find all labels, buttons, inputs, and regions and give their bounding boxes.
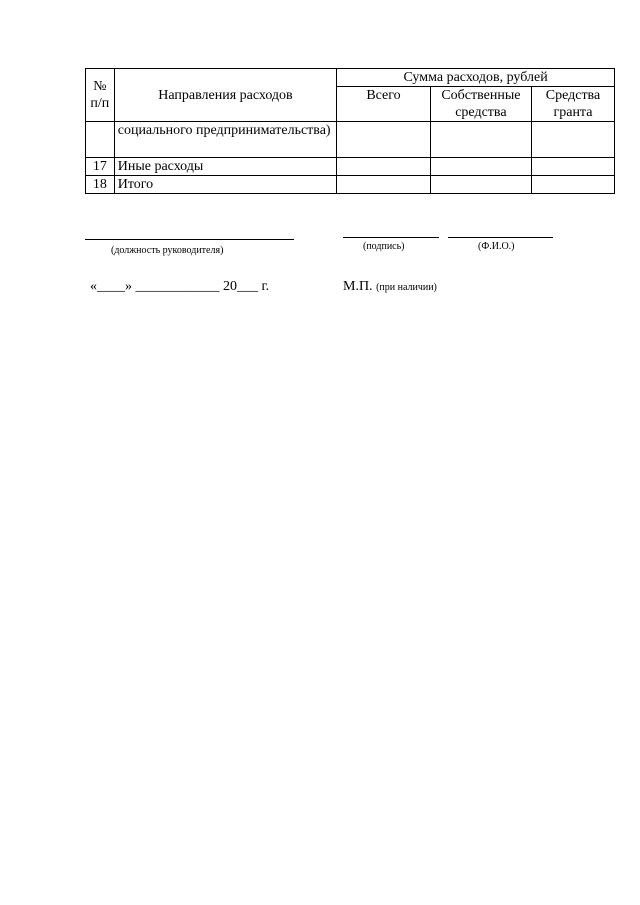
- table-row: [86, 176, 615, 194]
- row-own-funds: [430, 122, 531, 158]
- date-line: «____» ____________ 20___ г.: [90, 279, 270, 294]
- expenses-table: [85, 68, 615, 194]
- header-total: Всего: [337, 87, 431, 122]
- position-signature-line: [85, 239, 294, 240]
- row-total: [337, 158, 431, 176]
- row-own-funds: [430, 158, 531, 176]
- row-number: 18: [86, 176, 115, 194]
- row-own-funds: [430, 176, 531, 194]
- table-header-row: [86, 69, 615, 87]
- header-direction: Направления расходов: [114, 69, 336, 122]
- table-row: [86, 158, 615, 176]
- row-total: [337, 176, 431, 194]
- row-grant-funds: [531, 122, 614, 158]
- row-number: [86, 122, 115, 158]
- header-own-funds: Собственные средства: [430, 87, 531, 122]
- stamp-note: (при наличии): [376, 282, 437, 293]
- row-grant-funds: [531, 176, 614, 194]
- header-number: № п/п: [86, 69, 115, 122]
- stamp-placeholder: [343, 278, 437, 296]
- signature-line: [343, 237, 439, 238]
- table-row: [86, 122, 615, 158]
- name-caption: (Ф.И.О.): [478, 241, 515, 252]
- position-caption: (должность руководителя): [111, 245, 224, 256]
- header-grant-funds: Средства гранта: [531, 87, 614, 122]
- header-sum-group: Сумма расходов, рублей: [337, 69, 615, 87]
- name-signature-line: [448, 237, 553, 238]
- row-direction: Иные расходы: [114, 158, 336, 176]
- stamp-label: М.П.: [343, 279, 373, 294]
- row-number: 17: [86, 158, 115, 176]
- row-direction: Итого: [114, 176, 336, 194]
- row-total: [337, 122, 431, 158]
- row-grant-funds: [531, 158, 614, 176]
- row-direction: социального предпринимательства): [114, 122, 336, 158]
- signature-caption: (подпись): [363, 241, 405, 252]
